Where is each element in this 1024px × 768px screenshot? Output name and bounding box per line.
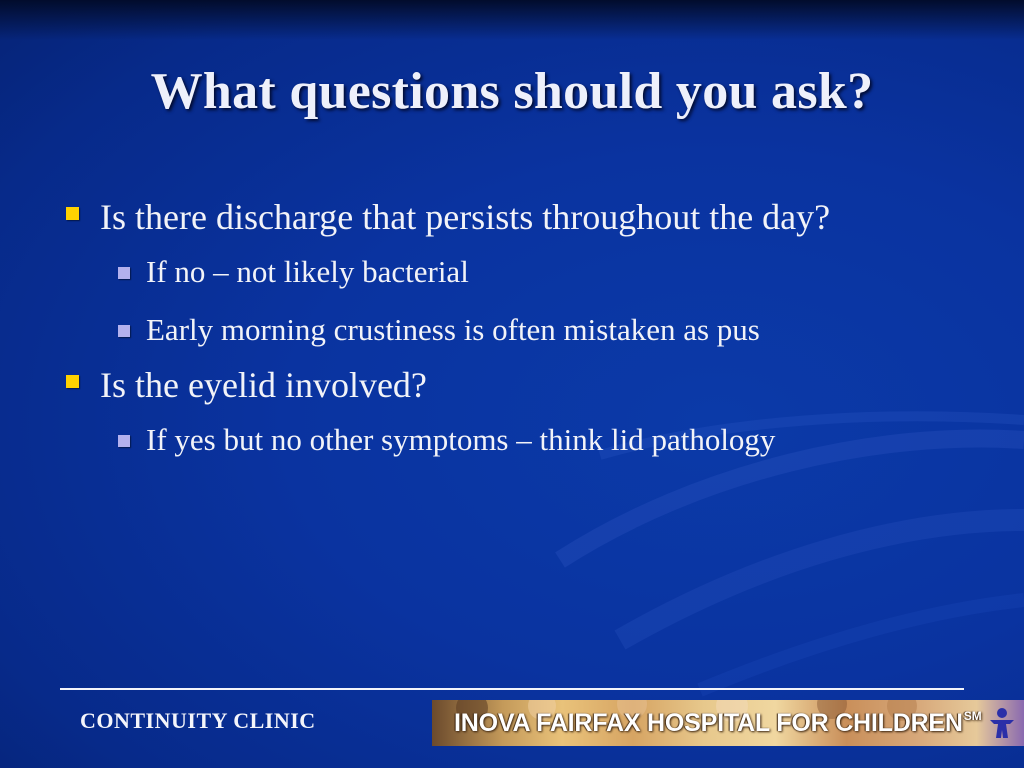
bullet-text: Is there discharge that persists throughout the day? (100, 197, 831, 237)
service-mark: SM (963, 709, 982, 723)
sub-bullet-text: If no – not likely bacterial (146, 254, 469, 289)
hospital-banner (432, 700, 1024, 746)
sub-bullet-text: If yes but no other symptoms – think lid pathology (146, 422, 776, 457)
bullet-item (58, 190, 958, 244)
lavender-square-bullet-icon (118, 435, 130, 447)
clinic-label: CONTINUITY CLINIC (80, 708, 316, 733)
hospital-name: INOVA FAIRFAX HOSPITAL FOR CHILDREN℠ (454, 709, 982, 737)
sub-bullet-item (58, 252, 958, 292)
bullet-list (58, 190, 958, 460)
yellow-square-bullet-icon (66, 207, 79, 220)
sub-bullet-text: Early morning crustiness is often mistaken as pus (146, 312, 760, 347)
sub-bullet-item (58, 310, 958, 350)
yellow-square-bullet-icon (66, 375, 79, 388)
footer-divider (60, 688, 964, 690)
child-figure-icon (984, 706, 1020, 742)
slide-title: What questions should you ask? (150, 63, 874, 120)
lavender-square-bullet-icon (118, 325, 130, 337)
sub-bullet-item (58, 420, 958, 460)
lavender-square-bullet-icon (118, 267, 130, 279)
bullet-item (58, 358, 958, 412)
bullet-text: Is the eyelid involved? (100, 365, 427, 405)
